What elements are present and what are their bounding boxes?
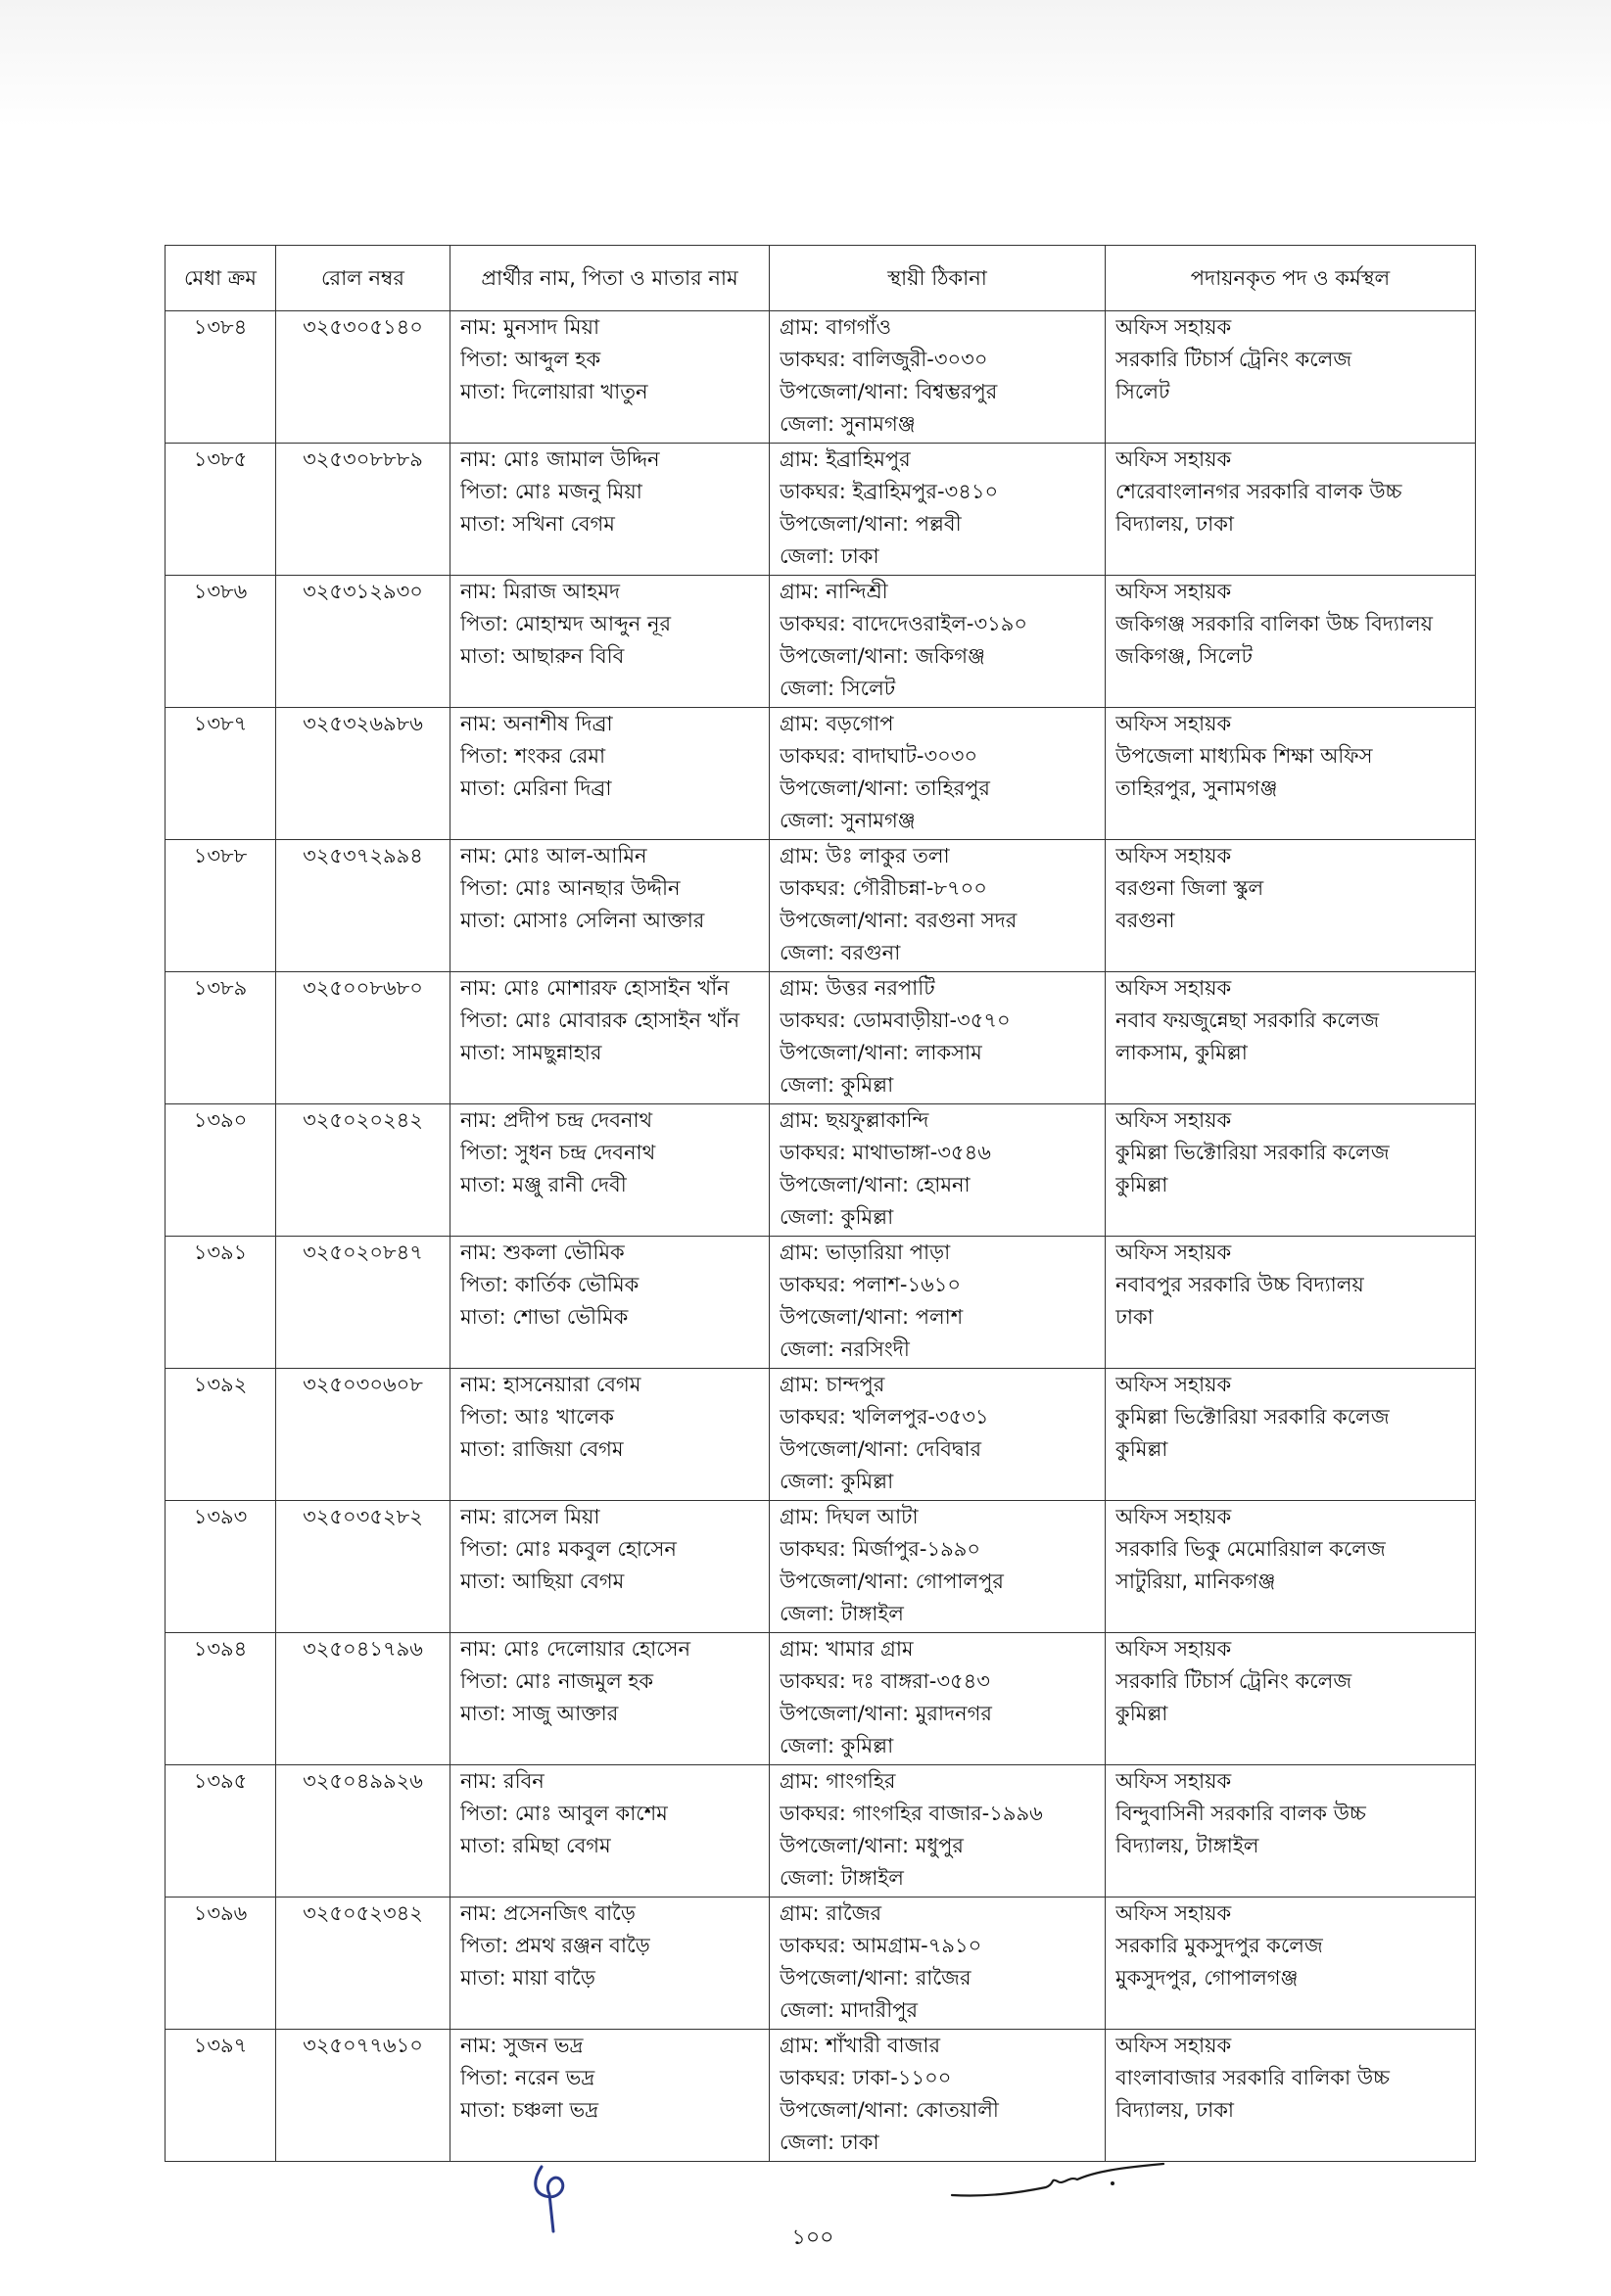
name-line: নাম: মোঃ জামাল উদ্দিন: [460, 447, 660, 471]
posting-line: মুকসুদপুর, গোপালগঞ্জ: [1115, 1966, 1299, 1990]
address-cell: [770, 576, 1106, 708]
address-line: ডাকঘর: খলিলপুর-৩৫৩১: [780, 1405, 989, 1429]
address-line: ডাকঘর: বাদেদেওরাইল-৩১৯০: [780, 612, 1028, 635]
address-cell: [770, 444, 1106, 576]
table-body: [166, 311, 1476, 2162]
roll-cell: ৩২৫০৪৯৯২৬: [276, 1765, 450, 1898]
address-cell: [770, 1898, 1106, 2030]
posting-cell: [1106, 972, 1476, 1104]
name-line: নাম: প্রদীপ চন্দ্র দেবনাথ: [460, 1108, 653, 1132]
address-line: ডাকঘর: বাদাঘাট-৩০৩০: [780, 744, 978, 768]
address-line: গ্রাম: রাজৈর: [780, 1901, 882, 1925]
posting-cell: [1106, 311, 1476, 444]
candidate-cell: [450, 1104, 770, 1237]
posting-line: অফিস সহায়ক: [1115, 447, 1232, 471]
address-line: জেলা: কুমিল্লা: [780, 1470, 894, 1493]
candidate-cell: [450, 708, 770, 840]
name-line: মাতা: সামছুন্নাহার: [460, 1041, 602, 1064]
address-line: উপজেলা/থানা: তাহিরপুর: [780, 776, 990, 800]
posting-line: লাকসাম, কুমিল্লা: [1115, 1041, 1248, 1064]
posting-line: বিন্দুবাসিনী সরকারি বালক উচ্চ: [1115, 1802, 1366, 1825]
candidate-cell: [450, 311, 770, 444]
posting-line: অফিস সহায়ক: [1115, 2034, 1232, 2057]
merit-cell: ১৩৯৬: [166, 1898, 276, 2030]
name-line: মাতা: মায়া বাড়ৈ: [460, 1966, 595, 1990]
name-line: নাম: অনাশীষ দিব্রা: [460, 712, 613, 735]
posting-line: শেরেবাংলানগর সরকারি বালক উচ্চ: [1115, 480, 1402, 503]
address-line: গ্রাম: ছয়ফুল্লাকান্দি: [780, 1108, 929, 1132]
name-line: মাতা: রমিছা বেগম: [460, 1834, 611, 1857]
address-line: ডাকঘর: ডোমবাড়ীয়া-৩৫৭০: [780, 1008, 1011, 1032]
posting-line: কুমিল্লা: [1115, 1702, 1168, 1725]
posting-cell: [1106, 1765, 1476, 1898]
merit-cell: ১৩৯৭: [166, 2030, 276, 2162]
name-line: পিতা: মোঃ আবুল কাশেম: [460, 1802, 668, 1825]
name-line: মাতা: সাজু আক্তার: [460, 1702, 619, 1725]
name-line: পিতা: মোঃ নাজমুল হক: [460, 1669, 654, 1693]
merit-cell: ১৩৯৫: [166, 1765, 276, 1898]
candidate-cell: [450, 840, 770, 972]
table-row: [166, 311, 1476, 444]
address-line: জেলা: ঢাকা: [780, 2131, 879, 2154]
address-line: ডাকঘর: আমগ্রাম-৭৯১০: [780, 1934, 982, 1957]
posting-line: অফিস সহায়ক: [1115, 1769, 1232, 1793]
merit-cell: ১৩৯৩: [166, 1501, 276, 1633]
posting-line: অফিস সহায়ক: [1115, 1637, 1232, 1661]
posting-line: অফিস সহায়ক: [1115, 1373, 1232, 1396]
name-line: পিতা: শংকর রেমা: [460, 744, 606, 768]
name-line: মাতা: আছিয়া বেগম: [460, 1570, 625, 1593]
name-line: মাতা: রাজিয়া বেগম: [460, 1437, 624, 1461]
merit-cell: ১৩৮৭: [166, 708, 276, 840]
name-line: নাম: মিরাজ আহমদ: [460, 580, 621, 603]
roll-cell: ৩২৫৩২৬৯৮৬: [276, 708, 450, 840]
roll-cell: ৩২৫৩৭২৯৯৪: [276, 840, 450, 972]
address-cell: [770, 1237, 1106, 1369]
address-line: ডাকঘর: মির্জাপুর-১৯৯০: [780, 1537, 980, 1561]
header-roll: রোল নম্বর: [276, 246, 450, 311]
posting-line: সরকারি ভিকু মেমোরিয়াল কলেজ: [1115, 1537, 1386, 1561]
roll-cell: ৩২৫০৪১৭৯৬: [276, 1633, 450, 1765]
address-line: জেলা: মাদারীপুর: [780, 1998, 919, 2022]
table-row: [166, 2030, 1476, 2162]
posting-cell: [1106, 1898, 1476, 2030]
address-line: উপজেলা/থানা: মধুপুর: [780, 1834, 964, 1857]
table-row: [166, 1765, 1476, 1898]
posting-line: সিলেট: [1115, 380, 1170, 403]
address-line: উপজেলা/থানা: বরগুনা সদর: [780, 909, 1018, 932]
name-line: পিতা: সুধন চন্দ্র দেবনাথ: [460, 1141, 656, 1164]
table-row: [166, 1633, 1476, 1765]
merit-cell: ১৩৮৫: [166, 444, 276, 576]
posting-cell: [1106, 1633, 1476, 1765]
address-line: জেলা: সুনামগঞ্জ: [780, 412, 916, 436]
posting-line: অফিস সহায়ক: [1115, 712, 1232, 735]
roll-cell: ৩২৫০২০৮৪৭: [276, 1237, 450, 1369]
header-posting: পদায়নকৃত পদ ও কর্মস্থল: [1106, 246, 1476, 311]
name-line: পিতা: আঃ খালেক: [460, 1405, 614, 1429]
table-row: [166, 1898, 1476, 2030]
posting-line: অফিস সহায়ক: [1115, 844, 1232, 867]
name-line: পিতা: প্রমথ রঞ্জন বাড়ৈ: [460, 1934, 650, 1957]
table-row: [166, 444, 1476, 576]
posting-cell: [1106, 1369, 1476, 1501]
candidate-cell: [450, 444, 770, 576]
candidate-cell: [450, 1369, 770, 1501]
address-line: উপজেলা/থানা: মুরাদনগর: [780, 1702, 992, 1725]
address-line: উপজেলা/থানা: পলাশ: [780, 1305, 964, 1329]
posting-line: কুমিল্লা ভিক্টোরিয়া সরকারি কলেজ: [1115, 1141, 1390, 1164]
address-line: গ্রাম: শাঁখারী বাজার: [780, 2034, 941, 2057]
signature-left: [524, 2159, 592, 2237]
posting-line: বিদ্যালয়, ঢাকা: [1115, 512, 1235, 536]
address-line: গ্রাম: দিঘল আটা: [780, 1505, 919, 1528]
name-line: নাম: মোঃ মোশারফ হোসাইন খাঁন: [460, 976, 730, 1000]
posting-line: অফিস সহায়ক: [1115, 315, 1232, 339]
merit-list-table: [165, 245, 1476, 2162]
posting-cell: [1106, 444, 1476, 576]
table-row: [166, 1501, 1476, 1633]
name-line: নাম: হাসনেয়ারা বেগম: [460, 1373, 641, 1396]
posting-cell: [1106, 1104, 1476, 1237]
posting-line: অফিস সহায়ক: [1115, 1108, 1232, 1132]
address-line: উপজেলা/থানা: লাকসাম: [780, 1041, 982, 1064]
address-line: জেলা: ঢাকা: [780, 544, 879, 568]
posting-line: বিদ্যালয়, ঢাকা: [1115, 2098, 1235, 2122]
name-line: নাম: শুকলা ভৌমিক: [460, 1241, 625, 1264]
candidate-cell: [450, 972, 770, 1104]
address-line: উপজেলা/থানা: বিশ্বম্ভরপুর: [780, 380, 998, 403]
posting-line: সরকারি টিচার্স ট্রেনিং কলেজ: [1115, 348, 1352, 371]
posting-line: কুমিল্লা ভিক্টোরিয়া সরকারি কলেজ: [1115, 1405, 1390, 1429]
table-row: [166, 840, 1476, 972]
address-line: জেলা: সিলেট: [780, 677, 896, 700]
merit-cell: ১৩৮৯: [166, 972, 276, 1104]
name-line: নাম: মোঃ আল-আমিন: [460, 844, 647, 867]
address-line: উপজেলা/থানা: রাজৈর: [780, 1966, 971, 1990]
name-line: পিতা: কার্তিক ভৌমিক: [460, 1273, 640, 1296]
name-line: মাতা: সখিনা বেগম: [460, 512, 615, 536]
table-header-row: [166, 246, 1476, 311]
posting-cell: [1106, 1501, 1476, 1633]
name-line: পিতা: নরেন ভদ্র: [460, 2066, 595, 2089]
posting-line: কুমিল্লা: [1115, 1173, 1168, 1196]
address-cell: [770, 2030, 1106, 2162]
name-line: নাম: মুনসাদ মিয়া: [460, 315, 600, 339]
posting-cell: [1106, 708, 1476, 840]
address-line: গ্রাম: খামার গ্রাম: [780, 1637, 914, 1661]
merit-cell: ১৩৮৪: [166, 311, 276, 444]
roll-cell: ৩২৫০২০২৪২: [276, 1104, 450, 1237]
address-line: গ্রাম: উত্তর নরপাটি: [780, 976, 935, 1000]
address-line: ডাকঘর: পলাশ-১৬১০: [780, 1273, 962, 1296]
address-line: ডাকঘর: মাথাভাঙ্গা-৩৫৪৬: [780, 1141, 991, 1164]
table-row: [166, 1237, 1476, 1369]
posting-line: কুমিল্লা: [1115, 1437, 1168, 1461]
candidate-cell: [450, 1633, 770, 1765]
address-line: গ্রাম: চান্দপুর: [780, 1373, 885, 1396]
address-line: উপজেলা/থানা: গোপালপুর: [780, 1570, 1004, 1593]
address-line: গ্রাম: উঃ লাকুর তলা: [780, 844, 950, 867]
name-line: মাতা: মঞ্জু রানী দেবী: [460, 1173, 627, 1196]
address-line: উপজেলা/থানা: জকিগঞ্জ: [780, 644, 985, 668]
name-line: পিতা: মোঃ মোবারক হোসাইন খাঁন: [460, 1008, 740, 1032]
posting-line: অফিস সহায়ক: [1115, 1241, 1232, 1264]
address-line: উপজেলা/থানা: দেবিদ্বার: [780, 1437, 982, 1461]
address-cell: [770, 311, 1106, 444]
header-address: স্থায়ী ঠিকানা: [770, 246, 1106, 311]
posting-line: বরগুনা: [1115, 909, 1175, 932]
posting-line: জকিগঞ্জ সরকারি বালিকা উচ্চ বিদ্যালয়: [1115, 612, 1434, 635]
posting-line: বাংলাবাজার সরকারি বালিকা উচ্চ: [1115, 2066, 1390, 2089]
name-line: মাতা: দিলোয়ারা খাতুন: [460, 380, 648, 403]
candidate-cell: [450, 1237, 770, 1369]
address-line: গ্রাম: বাগগাঁও: [780, 315, 892, 339]
address-cell: [770, 1369, 1106, 1501]
merit-cell: ১৩৮৮: [166, 840, 276, 972]
posting-cell: [1106, 1237, 1476, 1369]
name-line: নাম: রাসেল মিয়া: [460, 1505, 600, 1528]
table-row: [166, 708, 1476, 840]
table-row: [166, 1104, 1476, 1237]
signature-right: [948, 2154, 1173, 2213]
posting-line: জকিগঞ্জ, সিলেট: [1115, 644, 1253, 668]
address-cell: [770, 972, 1106, 1104]
posting-line: নবাবপুর সরকারি উচ্চ বিদ্যালয়: [1115, 1273, 1364, 1296]
merit-cell: ১৩৯০: [166, 1104, 276, 1237]
posting-line: অফিস সহায়ক: [1115, 1505, 1232, 1528]
address-line: জেলা: বরগুনা: [780, 941, 901, 964]
header-merit: মেধা ক্রম: [166, 246, 276, 311]
name-line: নাম: মোঃ দেলোয়ার হোসেন: [460, 1637, 691, 1661]
posting-line: ঢাকা: [1115, 1305, 1154, 1329]
address-cell: [770, 1765, 1106, 1898]
name-line: পিতা: মোঃ মজনু মিয়া: [460, 480, 642, 503]
roll-cell: ৩২৫০৩০৬০৮: [276, 1369, 450, 1501]
posting-line: অফিস সহায়ক: [1115, 1901, 1232, 1925]
posting-cell: [1106, 576, 1476, 708]
address-line: জেলা: কুমিল্লা: [780, 1073, 894, 1097]
candidate-cell: [450, 1898, 770, 2030]
name-line: নাম: রবিন: [460, 1769, 545, 1793]
name-line: মাতা: শোভা ভৌমিক: [460, 1305, 629, 1329]
address-line: জেলা: সুনামগঞ্জ: [780, 809, 916, 832]
address-cell: [770, 1104, 1106, 1237]
address-line: গ্রাম: গাংগহির: [780, 1769, 896, 1793]
posting-cell: [1106, 2030, 1476, 2162]
address-cell: [770, 840, 1106, 972]
name-line: নাম: সুজন ভদ্র: [460, 2034, 584, 2057]
table-row: [166, 972, 1476, 1104]
roll-cell: ৩২৫৩১২৯৩০: [276, 576, 450, 708]
address-cell: [770, 1633, 1106, 1765]
posting-line: সাটুরিয়া, মানিকগঞ্জ: [1115, 1570, 1276, 1593]
address-line: গ্রাম: নান্দিশ্রী: [780, 580, 888, 603]
table-row: [166, 576, 1476, 708]
name-line: মাতা: চঞ্চলা ভদ্র: [460, 2098, 599, 2122]
posting-line: সরকারি মুকসুদপুর কলেজ: [1115, 1934, 1323, 1957]
name-line: মাতা: মোসাঃ সেলিনা আক্তার: [460, 909, 705, 932]
address-cell: [770, 708, 1106, 840]
address-line: উপজেলা/থানা: হোমনা: [780, 1173, 971, 1196]
roll-cell: ৩২৫৩০৫১৪০: [276, 311, 450, 444]
candidate-cell: [450, 2030, 770, 2162]
candidate-cell: [450, 576, 770, 708]
name-line: পিতা: মোঃ মকবুল হোসেন: [460, 1537, 677, 1561]
address-line: ডাকঘর: ঢাকা-১১০০: [780, 2066, 952, 2089]
address-cell: [770, 1501, 1106, 1633]
address-line: জেলা: কুমিল্লা: [780, 1734, 894, 1757]
merit-cell: ১৩৮৬: [166, 576, 276, 708]
posting-line: অফিস সহায়ক: [1115, 580, 1232, 603]
name-line: নাম: প্রসেনজিৎ বাড়ৈ: [460, 1901, 636, 1925]
address-line: জেলা: টাঙ্গাইল: [780, 1866, 904, 1890]
address-line: জেলা: নরসিংদী: [780, 1337, 910, 1361]
address-line: গ্রাম: ইব্রাহিমপুর: [780, 447, 911, 471]
name-line: পিতা: মোহাম্মদ আব্দুন নূর: [460, 612, 672, 635]
posting-line: বরগুনা জিলা স্কুল: [1115, 876, 1264, 900]
posting-line: বিদ্যালয়, টাঙ্গাইল: [1115, 1834, 1259, 1857]
name-line: পিতা: আব্দুল হক: [460, 348, 601, 371]
address-line: উপজেলা/থানা: পল্লবী: [780, 512, 962, 536]
roll-cell: ৩২৫০৩৫২৮২: [276, 1501, 450, 1633]
posting-line: অফিস সহায়ক: [1115, 976, 1232, 1000]
roll-cell: ৩২৫০৭৭৬১০: [276, 2030, 450, 2162]
address-line: জেলা: কুমিল্লা: [780, 1205, 894, 1229]
name-line: মাতা: মেরিনা দিব্রা: [460, 776, 612, 800]
address-line: ডাকঘর: ইব্রাহিমপুর-৩৪১০: [780, 480, 999, 503]
table-row: [166, 1369, 1476, 1501]
merit-cell: ১৩৯৪: [166, 1633, 276, 1765]
posting-line: নবাব ফয়জুন্নেছা সরকারি কলেজ: [1115, 1008, 1380, 1032]
address-line: ডাকঘর: গাংগহির বাজার-১৯৯৬: [780, 1802, 1043, 1825]
address-line: ডাকঘর: দঃ বাঙ্গরা-৩৫৪৩: [780, 1669, 990, 1693]
page-number: ১০০: [791, 2226, 834, 2250]
header-name: প্রার্থীর নাম, পিতা ও মাতার নাম: [450, 246, 770, 311]
merit-cell: ১৩৯২: [166, 1369, 276, 1501]
posting-line: সরকারি টিচার্স ট্রেনিং কলেজ: [1115, 1669, 1352, 1693]
name-line: পিতা: মোঃ আনছার উদ্দীন: [460, 876, 681, 900]
name-line: মাতা: আছারুন বিবি: [460, 644, 625, 668]
address-line: ডাকঘর: গৌরীচন্না-৮৭০০: [780, 876, 987, 900]
address-line: জেলা: টাঙ্গাইল: [780, 1602, 904, 1625]
address-line: গ্রাম: বড়গোপ: [780, 712, 894, 735]
roll-cell: ৩২৫০০৮৬৮০: [276, 972, 450, 1104]
posting-line: উপজেলা মাধ্যমিক শিক্ষা অফিস: [1115, 744, 1373, 768]
roll-cell: ৩২৫৩০৮৮৮৯: [276, 444, 450, 576]
posting-cell: [1106, 840, 1476, 972]
candidate-cell: [450, 1765, 770, 1898]
address-line: ডাকঘর: বালিজুরী-৩০৩০: [780, 348, 988, 371]
roll-cell: ৩২৫০৫২৩৪২: [276, 1898, 450, 2030]
scan-artifact-band: [0, 0, 1611, 127]
address-line: উপজেলা/থানা: কোতয়ালী: [780, 2098, 999, 2122]
candidate-cell: [450, 1501, 770, 1633]
posting-line: তাহিরপুর, সুনামগঞ্জ: [1115, 776, 1278, 800]
address-line: গ্রাম: ভাড়ারিয়া পাড়া: [780, 1241, 951, 1264]
merit-cell: ১৩৯১: [166, 1237, 276, 1369]
